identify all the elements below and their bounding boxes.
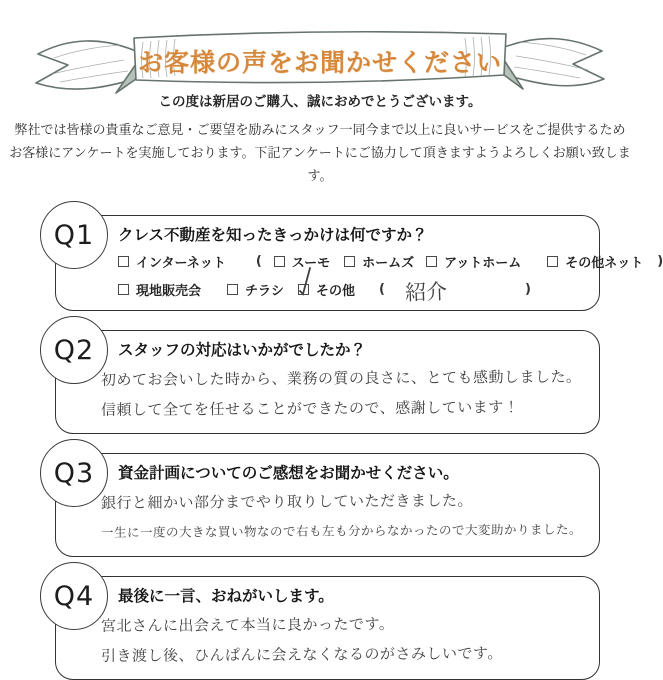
q3-section [55, 453, 600, 557]
greeting-text: この度は新居のご購入、誠におめでとうございます。 [158, 94, 482, 110]
handwritten-line: 一生に一度の大きな買い物なので右も左も分からなかったので大変助かりました。 [100, 521, 583, 540]
checkbox-icon[interactable] [547, 256, 558, 267]
q2-badge [40, 316, 108, 384]
paren-open: ( [255, 254, 262, 269]
q1-badge-label: Q1 [53, 219, 95, 251]
checkbox-option-suumo[interactable]: スーモ [274, 252, 330, 271]
survey-page [0, 26, 663, 665]
checkbox-option-homes[interactable]: ホームズ [344, 252, 414, 271]
q1-options-row2 [56, 277, 589, 305]
page-title: お客様の声をお聞かせください [137, 48, 503, 77]
q2-section [55, 330, 600, 434]
q4-title: 最後に一言、おねがいします。 [118, 587, 334, 605]
checkbox-option-flyer[interactable]: チラシ [227, 280, 284, 299]
handwritten-line: 初めてお会いした時から、業務の質の良さに、とても感動しました。 [100, 367, 582, 389]
checkbox-icon[interactable] [227, 284, 238, 295]
paren-close: ) [657, 254, 663, 269]
intro-line-2: お客様にアンケートを実施しております。下記アンケートにご協力して頂きますようよろしくお願い致します。 [9, 146, 631, 184]
q2-badge-label: Q2 [53, 334, 95, 366]
checkbox-option-athome[interactable]: アットホーム [426, 252, 521, 271]
q3-handwritten-answer [56, 488, 589, 548]
checkbox-option-onsite-sale[interactable]: 現地販売会 [118, 280, 201, 299]
intro-paragraph [0, 119, 640, 188]
checkbox-icon[interactable] [118, 284, 129, 295]
checkbox-option-other-net[interactable]: その他ネット [547, 252, 643, 271]
checkbox-icon[interactable] [118, 256, 129, 267]
question-list [0, 215, 663, 680]
checkbox-icon[interactable] [274, 256, 285, 267]
q2-box [55, 330, 600, 434]
q3-badge [40, 439, 108, 507]
handwritten-line: 引き渡し後、ひんぱんに会えなくなるのがさみしいです。 [100, 644, 503, 665]
handwritten-line: 銀行と細かい部分までやり取りしていただきました。 [100, 491, 474, 512]
handwritten-check-icon [297, 265, 313, 297]
q1-box [55, 215, 663, 311]
handwritten-line: 宮北さんに出会えて本当に良かったです。 [100, 614, 395, 635]
q2-handwritten-answer [56, 365, 589, 425]
intro-line-1: 弊社では皆様の貴重なご意見・ご要望を励みにスタッフ一同今まで以上に良いサービスをご提供するため [14, 123, 626, 138]
q3-title: 資金計画についてのご感想をお聞かせください。 [118, 464, 459, 482]
q4-badge [40, 562, 108, 630]
handwritten-other-answer: 紹介 [404, 278, 448, 305]
q1-title: クレス不動産を知ったきっかけは何ですか？ [118, 226, 428, 244]
checkbox-icon[interactable] [344, 256, 355, 267]
q3-box [55, 453, 600, 557]
checkbox-icon[interactable] [426, 256, 437, 267]
q4-handwritten-answer [56, 611, 589, 671]
q4-box [55, 576, 600, 680]
q1-options-row1 [56, 249, 663, 274]
paren-open: ( [379, 282, 385, 297]
checkbox-icon-checked[interactable] [298, 284, 309, 295]
checkbox-option-other[interactable]: その他 [298, 280, 355, 299]
q2-title: スタッフの対応はいかがでしたか？ [118, 341, 367, 359]
q1-badge [40, 201, 108, 269]
q3-badge-label: Q3 [53, 457, 95, 489]
q4-section [55, 576, 600, 680]
paren-close: ) [525, 282, 531, 297]
q4-badge-label: Q4 [53, 580, 95, 612]
checkbox-option-internet[interactable]: インターネット [118, 252, 226, 271]
handwritten-line: 信頼して全てを任せることができたので、感謝しています！ [100, 398, 520, 419]
q1-section [53, 215, 663, 311]
